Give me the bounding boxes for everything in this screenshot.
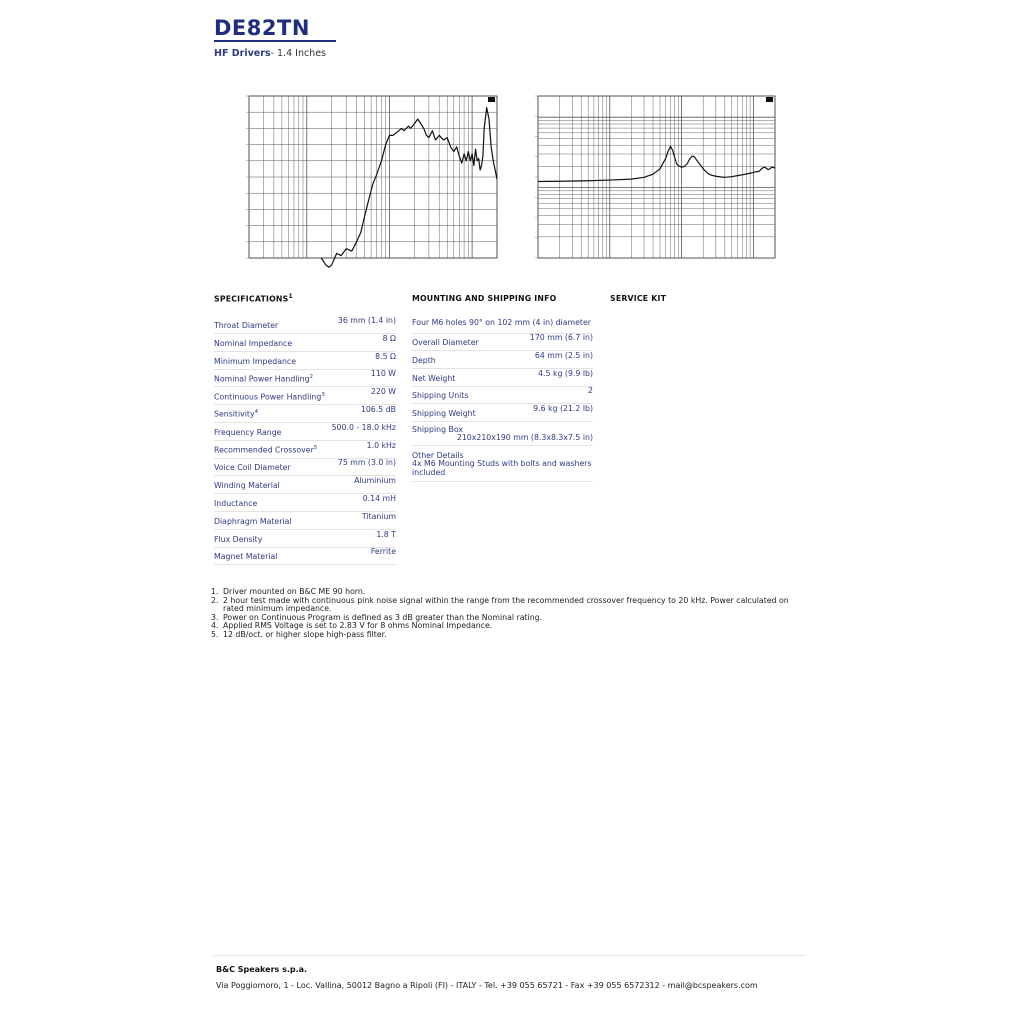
other-details-row <box>412 450 593 482</box>
spec-label: Nominal Impedance <box>214 338 293 348</box>
footer-divider <box>214 955 806 956</box>
footnote <box>211 597 801 614</box>
spec-label: Frequency Range <box>214 427 282 437</box>
spec-value: 8.5 Ω <box>375 351 396 361</box>
spec-label: Flux Density <box>214 534 263 544</box>
spec-value: Titanium <box>361 511 396 521</box>
spec-row <box>214 334 396 352</box>
product-model-title: DE82TN <box>214 16 310 40</box>
frequency-response-svg <box>232 92 500 270</box>
impedance-chart <box>520 92 790 270</box>
spec-value: 0.14 mH <box>362 494 396 503</box>
spec-row <box>214 423 396 441</box>
mounting-holes-row <box>412 316 593 334</box>
spec-value: Ferrite <box>370 547 396 557</box>
spec-label: Inductance <box>214 499 258 508</box>
spec-row <box>214 512 396 530</box>
specifications-heading: SPECIFICATIONS$^1$ <box>214 293 293 304</box>
spec-label: Diaphragm Material <box>214 516 292 526</box>
spec-row <box>214 441 396 459</box>
spec-value: 36 mm (1.4 in) <box>337 316 396 325</box>
footnote-number: 4. <box>211 621 219 630</box>
spec-footnote-ref: 4 <box>254 409 259 416</box>
product-subtitle <box>214 48 326 59</box>
spec-row <box>214 352 396 370</box>
mounting-label: Depth <box>412 355 436 365</box>
footnote <box>211 631 801 640</box>
footnote-text: Power on Continuous Program is defined as 3 dB greater than the Nominal rating. <box>223 612 543 622</box>
other-details-label: Other Details <box>412 451 464 460</box>
shipping-box-value: 210x210x190 mm (8.3x8.3x7.5 in) <box>456 433 593 442</box>
footnote-text: 2 hour test made with continuous pink noise signal within the range from the recommended crossover frequency to 20 kHz. Power calculated on rated minimum impedance. <box>223 595 789 613</box>
spec-label: Recommended Crossover$^5$ <box>214 445 318 455</box>
mounting-holes-text: Four M6 holes 90° on 102 mm (4 in) diameter <box>412 318 591 327</box>
mounting-row <box>412 333 593 351</box>
spec-footnote-ref: 5 <box>313 445 318 451</box>
spec-label: Magnet Material <box>214 552 278 562</box>
spec-value: 110 W <box>370 369 396 379</box>
footnote-text: Driver mounted on B&C ME 90 horn. <box>223 587 366 596</box>
mounting-value: 9.6 kg (21.2 lb) <box>533 404 593 414</box>
spec-row <box>214 405 396 423</box>
mounting-value: 4.5 kg (9.9 lb) <box>538 368 593 378</box>
mounting-value: 170 mm (6.7 in) <box>529 333 593 342</box>
spec-label: Throat Diameter <box>214 321 279 330</box>
mounting-row <box>412 351 593 369</box>
spec-label: Nominal Power Handling$^2$ <box>214 373 314 384</box>
spec-row <box>214 369 396 387</box>
ap-logo-mark <box>488 97 495 102</box>
mounting-label: Overall Diameter <box>412 338 479 347</box>
footnote-number: 2. <box>211 595 219 605</box>
product-size: - 1.4 Inches <box>270 48 326 59</box>
mounting-heading: MOUNTING AND SHIPPING INFO <box>412 294 557 303</box>
company-address: Via Poggiomoro, 1 - Loc. Vallina, 50012 Bagno a Ripoli (FI) - ITALY - Tel. +39 055 65721 - Fax +39 055 6572312 - mail@bcspeakers.com <box>216 981 758 990</box>
spec-row <box>214 387 396 405</box>
spec-label: Sensitivity$^4$ <box>214 409 259 419</box>
spec-row <box>214 547 396 565</box>
service-kit-heading: SERVICE KIT <box>610 294 667 303</box>
shipping-box-label: Shipping Box <box>412 425 463 434</box>
spec-value: 500.0 - 18.0 kHz <box>331 422 396 432</box>
spec-label: Minimum Impedance <box>214 356 297 366</box>
shipping-box-row <box>412 423 593 446</box>
spec-value: 220 W <box>370 387 396 397</box>
spec-value: 1.0 kHz <box>366 440 396 450</box>
spec-value: 75 mm (3.0 in) <box>337 458 396 468</box>
mounting-value: 2 <box>588 386 593 396</box>
spec-value: 8 Ω <box>382 333 396 343</box>
ap-logo-mark <box>766 97 773 102</box>
mounting-label: Net Weight <box>412 373 456 383</box>
company-name: B&C Speakers s.p.a. <box>216 965 308 974</box>
impedance-svg <box>520 92 790 270</box>
spec-row <box>214 530 396 548</box>
spec-value: 106.5 dB <box>360 405 396 414</box>
footnotes <box>211 588 801 639</box>
title-underline <box>214 40 336 42</box>
mounting-row <box>412 386 593 404</box>
spec-row <box>214 316 396 334</box>
other-details-value: 4x M6 Mounting Studs with bolts and washers included <box>412 459 592 477</box>
mounting-row <box>412 369 593 387</box>
spec-label: Winding Material <box>214 481 280 491</box>
product-category: HF Drivers <box>214 48 271 59</box>
spec-label: Continuous Power Handling$^3$ <box>214 391 325 402</box>
spec-row <box>214 476 396 494</box>
mounting-label: Shipping Units <box>412 391 469 401</box>
spec-footnote-ref: 3 <box>321 391 325 398</box>
spec-value: Aluminium <box>354 476 396 486</box>
spec-footnote-ref: 2 <box>309 373 314 380</box>
footnote-number: 1. <box>211 587 219 596</box>
mounting-label: Shipping Weight <box>412 409 476 419</box>
spec-row <box>214 494 396 512</box>
mounting-row <box>412 404 593 422</box>
spec-row <box>214 458 396 476</box>
footnote-text: 12 dB/oct. or higher slope high-pass filter. <box>223 629 387 639</box>
mounting-value: 64 mm (2.5 in) <box>534 350 593 360</box>
footnote-number: 3. <box>211 612 219 622</box>
frequency-response-chart <box>232 92 500 270</box>
footnote-text: Applied RMS Voltage is set to 2.83 V for 8 ohms Nominal Impedance. <box>223 621 493 630</box>
footnote-number: 5. <box>211 629 219 639</box>
spec-label: Voice Coil Diameter <box>214 463 291 473</box>
spec-value: 1.8 T <box>376 529 396 539</box>
